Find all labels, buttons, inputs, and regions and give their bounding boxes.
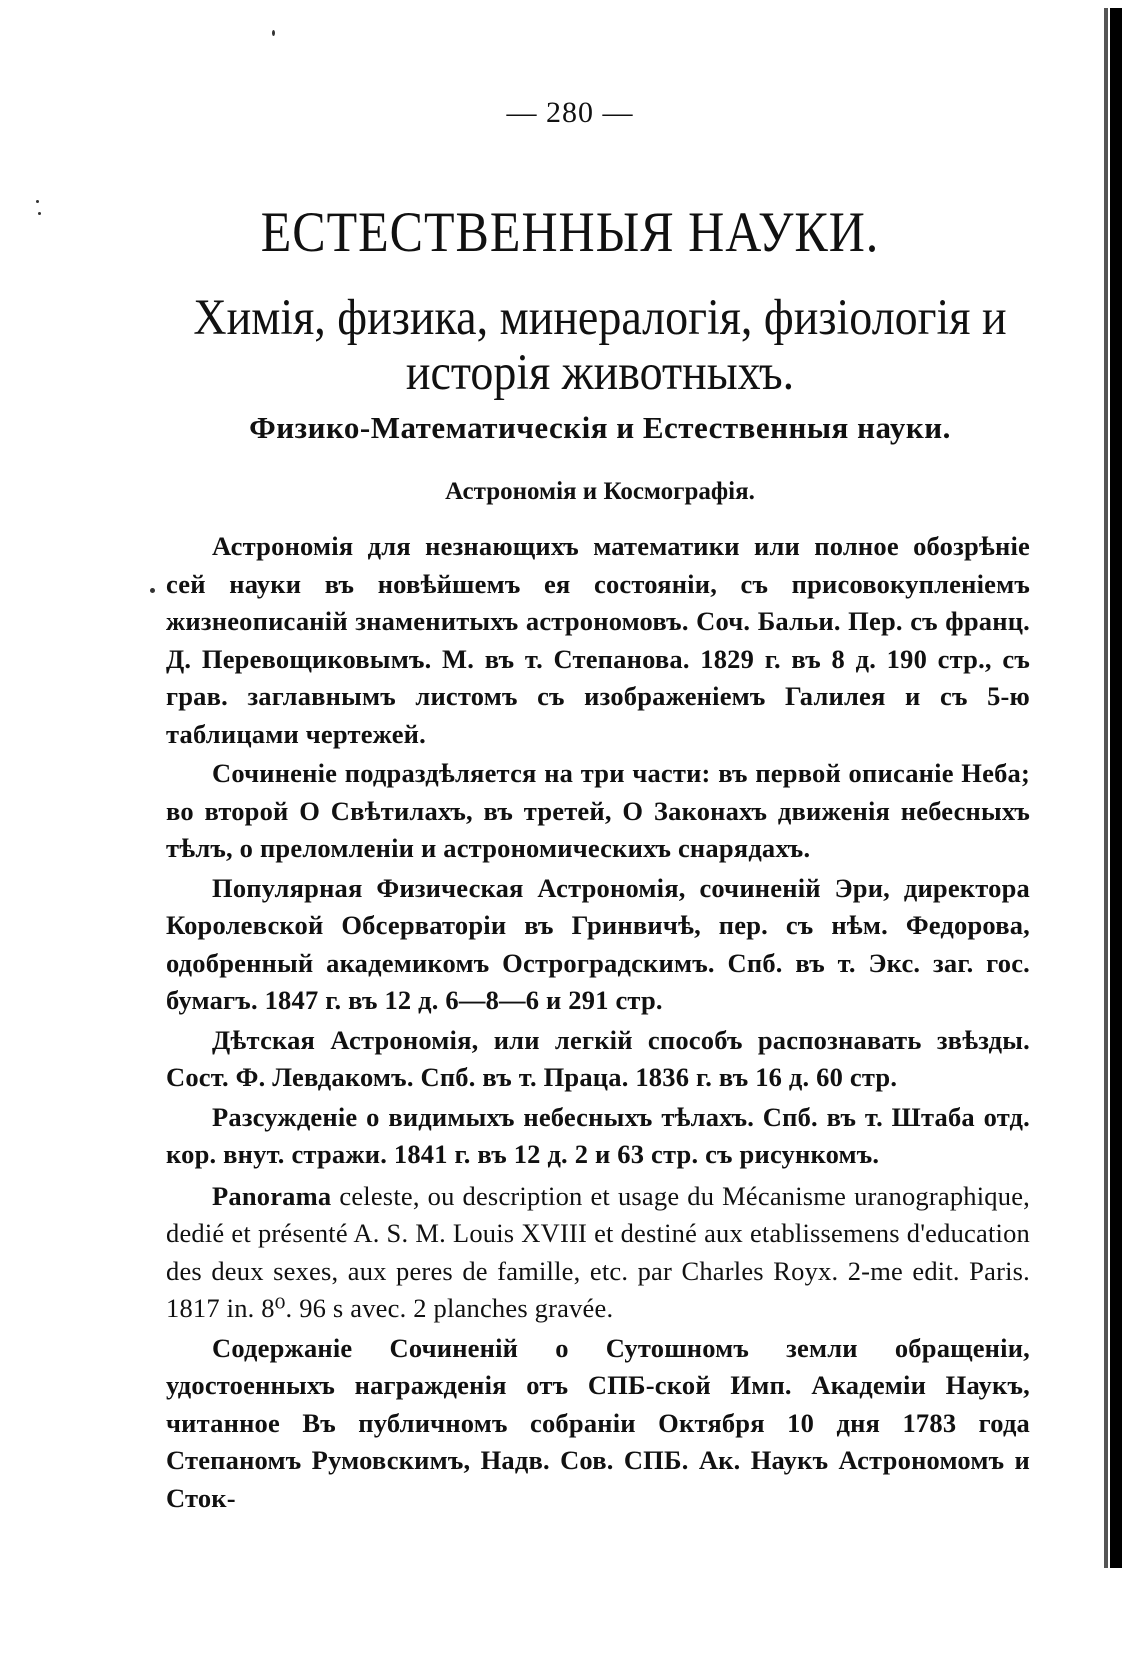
page-spine-shadow bbox=[1104, 8, 1108, 1568]
subcategory-title: Астрономія и Космографія. bbox=[445, 478, 755, 505]
entry-text: celeste, ou description et usage du Mécanisme uranographique, dedié et présenté A. S. M. Louis XVIII et destiné aux etablissemens d'education des deux sexes, aux peres de famille, etc. par Charles Royx. 2-me edit. Paris. 1817 in. 8⁰. 96 s avec. 2 planches gravée. bbox=[166, 1180, 1030, 1323]
entry-lead-word: Астрономія bbox=[212, 531, 354, 561]
bibliography-annotation bbox=[166, 755, 1030, 868]
scan-speck bbox=[38, 212, 41, 215]
subsection-title: Химія, физика, минералогія, физіологія и исторія животныхъ. bbox=[193, 288, 1007, 400]
scan-speck bbox=[150, 588, 155, 593]
bibliography-entries bbox=[166, 528, 1030, 1519]
entry-lead-word: Panorama bbox=[212, 1180, 332, 1211]
bibliography-entry bbox=[166, 1330, 1030, 1518]
bibliography-entry bbox=[166, 1178, 1030, 1328]
bibliography-entry bbox=[166, 528, 1030, 753]
scan-speck bbox=[36, 200, 39, 203]
entry-lead-word: Содержаніе bbox=[212, 1332, 353, 1363]
entry-text: для незнающихъ математики или полное обозрѣніе сей науки въ новѣйшемъ ея состояніи, съ присовокупленіемъ жизнеописаній знаменитыхъ астрономовъ. Соч. Бальи. Пер. съ франц. Д. Перевощиковымъ. М. въ т. Степанова. 1829 г. въ 8 д. 190 стр., съ грав. заглавнымъ листомъ съ изображеніемъ Галилея и съ 5-ю таблицами чертежей. bbox=[166, 531, 1030, 749]
entry-lead-word: Популярная bbox=[212, 872, 363, 903]
entry-text: Физическая Астрономія, сочиненій Эри, директора Королевской Обсерваторіи въ Гринвичѣ, пер. съ нѣм. Федорова, одобренный академикомъ Остроградскимъ. Спб. въ т. Экс. заг. гос. бумагъ. 1847 г. въ 12 д. 6—8—6 и 291 стр. bbox=[166, 872, 1030, 1015]
entry-text: Астрономія, или легкій способъ распознавать звѣзды. Сост. Ф. Левдакомъ. Спб. въ т. Праца. 1836 г. въ 16 д. 60 стр. bbox=[166, 1024, 1030, 1092]
entry-text: Сочиненій о Сутошномъ земли обращеніи, удостоенныхъ награжденія отъ СПБ-ской Имп. Академіи Наукъ, читанное Въ публичномъ собраніи Октября 10 дня 1783 года Степаномъ Румовскимъ, Надв. Сов. СПБ. Ак. Наукъ Астрономомъ и Сток- bbox=[166, 1332, 1030, 1513]
page-spine-edge bbox=[1110, 8, 1122, 1568]
section-title: ЕСТЕСТВЕННЫЯ НАУКИ. bbox=[260, 199, 880, 264]
entry-lead-word: Дѣтская bbox=[212, 1024, 316, 1055]
category-title: Физико-Математическія и Естественныя науки. bbox=[249, 410, 951, 445]
bibliography-entry bbox=[166, 1022, 1030, 1097]
bibliography-entry bbox=[166, 1099, 1030, 1174]
scan-speck bbox=[272, 30, 275, 36]
entry-lead-word: Разсужденіе bbox=[212, 1101, 358, 1132]
page-number: — 280 — bbox=[506, 96, 634, 129]
entry-text: о видимыхъ небесныхъ тѣлахъ. Спб. въ т. Штаба отд. кор. внут. стражи. 1841 г. въ 12 д. 2 и 63 стр. съ рисункомъ. bbox=[166, 1101, 1030, 1169]
bibliography-entry bbox=[166, 870, 1030, 1020]
entry-text: Сочиненіе подраздѣляется на три части: въ первой описаніе Неба; во второй О Свѣтилахъ, въ третей, О Законахъ движенія небесныхъ тѣлъ, о преломленіи и астрономическихъ снарядахъ. bbox=[166, 758, 1030, 863]
